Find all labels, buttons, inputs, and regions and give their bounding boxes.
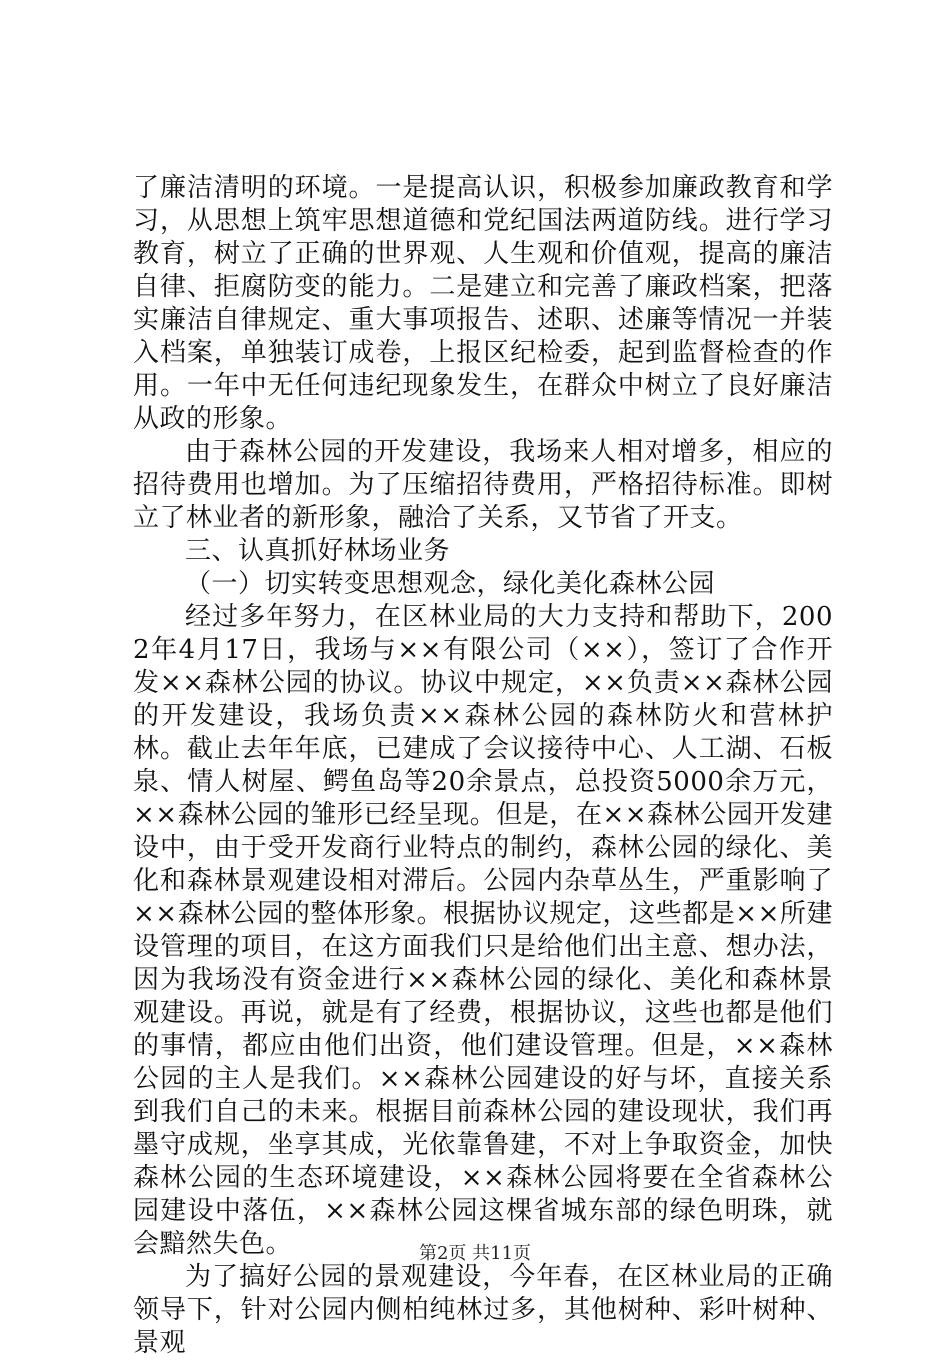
paragraph-forest-park: 经过多年努力，在区林业局的大力支持和帮助下，2002年4月17日，我场与××有限公司（××），签订了合作开发××森林公园的协议。协议中规定，××负责××森林公园的开发建设，我场负责××森林公园的森林防火和营林护林。截止去年年底，已建成了会议接待中心、人工湖、石板泉、情人树屋、鳄鱼岛等20余景点，总投资5000余万元，××森林公园的雏形已经呈现。但是，在××森林公园开发建设中，由于受开发商行业特点的制约，森林公园的绿化、美化和森林景观建设相对滞后。公园内杂草丛生，严重影响了××森林公园的整体形象。根据协议规定，这些都是××所建设管理的项目，在这方面我们只是给他们出主意、想办法，因为我场没有资金进行××森林公园的绿化、美化和森林景观建设。再说，就是有了经费，根据协议，这些也都是他们的事情，都应由他们出资，他们建设管理。但是，××森林公园的主人是我们。××森林公园建设的好与坏，直接关系到我们自己的未来。根据目前森林公园的建设现状，我们再墨守成规，坐享其成，光依靠鲁建，不对上争取资金，加快森林公园的生态环境建设，××森林公园将要在全省森林公园建设中落伍，××森林公园这棵省城东部的绿色明珠，就会黯然失色。 [133,602,833,1259]
paragraph-integrity: 了廉洁清明的环境。一是提高认识，积极参加廉政教育和学习，从思想上筑牢思想道德和党纪国法两道防线。进行学习教育，树立了正确的世界观、人生观和价值观，提高的廉洁自律、拒腐防变的能力。二是建立和完善了廉政档案，把落实廉洁自律规定、重大事项报告、述职、述廉等情况一并装入档案，单独装订成卷，上报区纪检委，起到监督检查的作用。一年中无任何违纪现象发生，在群众中树立了良好廉洁从政的形象。 [133,173,833,434]
section-heading: 三、认真抓好林场业务 [185,536,451,566]
page-footer: 第2页 共11页 [418,1243,532,1264]
paragraph-reception-costs: 由于森林公园的开发建设，我场来人相对增多，相应的招待费用也增加。为了压缩招待费用，严格招待标准。即树立了林业者的新形象，融洽了关系，又节省了开支。 [133,437,833,533]
paragraph-landscape: 为了搞好公园的景观建设，今年春，在区林业局的正确领导下，针对公园内侧柏纯林过多，其他树种、彩叶树种、景观 [133,1262,833,1358]
document-body [133,172,833,1360]
subsection-heading: （一）切实转变思想观念，绿化美化森林公园 [185,569,716,599]
